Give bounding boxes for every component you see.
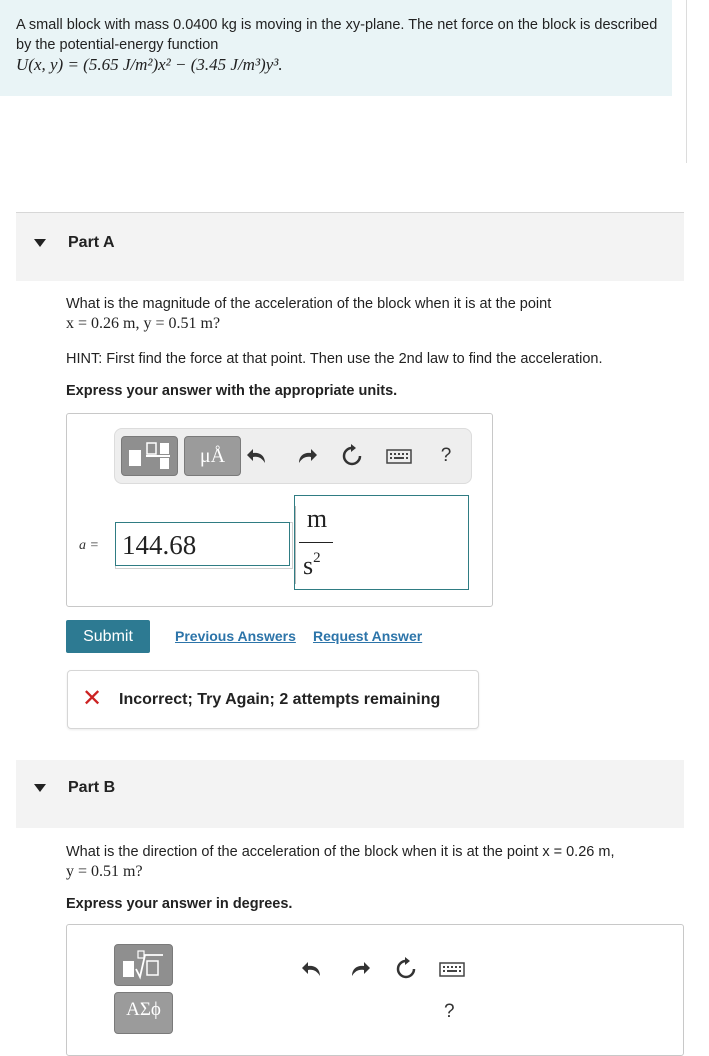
- help-button[interactable]: ?: [440, 445, 452, 466]
- reset-icon[interactable]: [339, 443, 365, 469]
- part-b-question-line1: What is the direction of the acceleration of the block when it is at the point x = 0.26 m,: [66, 844, 615, 860]
- part-a-question-line2: x = 0.26 m, y = 0.51 m?: [66, 315, 221, 332]
- fraction-template-button[interactable]: [121, 436, 178, 476]
- part-a-title: Part A: [68, 234, 115, 251]
- unit-denominator-base: s: [303, 551, 314, 580]
- problem-text: A small block with mass 0.0400 kg is moving in the xy-plane. The net force on the block is described by the potential-energy function: [16, 17, 658, 53]
- part-b-title: Part B: [68, 779, 116, 796]
- feedback-message: [67, 670, 479, 729]
- unit-denominator-exponent: 2: [313, 550, 321, 566]
- reset-icon[interactable]: [393, 956, 419, 982]
- math-toolbar: [114, 428, 472, 484]
- part-a-header[interactable]: [16, 212, 684, 281]
- part-b-question: [66, 842, 686, 882]
- undo-icon[interactable]: [300, 956, 326, 982]
- part-b-header[interactable]: [16, 760, 684, 828]
- units-input[interactable]: [294, 495, 469, 590]
- previous-answers-link[interactable]: Previous Answers: [175, 628, 296, 644]
- part-b-question-line2: y = 0.51 m?: [66, 863, 143, 880]
- part-a-hint: HINT: First find the force at that point. Then use the 2nd law to find the acceleration.: [66, 351, 603, 367]
- sqrt-template-icon: [115, 945, 172, 985]
- error-x-icon: ✕: [82, 685, 103, 712]
- unit-numerator: m: [306, 504, 328, 533]
- part-a-question-line1: What is the magnitude of the acceleration of the block when it is at the point: [66, 296, 552, 312]
- fraction-bar: [299, 542, 333, 543]
- submit-button[interactable]: Submit: [66, 620, 150, 653]
- keyboard-icon[interactable]: [438, 956, 466, 982]
- text-cursor: [295, 506, 296, 584]
- sqrt-template-button[interactable]: [114, 944, 173, 986]
- request-answer-link[interactable]: Request Answer: [313, 628, 423, 644]
- collapse-caret-icon[interactable]: [34, 784, 46, 792]
- help-button[interactable]: ?: [444, 1001, 455, 1022]
- redo-icon[interactable]: [346, 956, 372, 982]
- units-template-button[interactable]: μÅ: [184, 436, 241, 476]
- unit-denominator: [303, 550, 321, 581]
- part-a-units-instruction: Express your answer with the appropriate units.: [66, 383, 398, 399]
- keyboard-icon[interactable]: [385, 443, 413, 469]
- variable-label: a =: [79, 538, 99, 553]
- fraction-template-icon: [122, 437, 177, 475]
- potential-energy-equation: U(x, y) = (5.65 J/m²)x² − (3.45 J/m³)y³.: [16, 55, 283, 74]
- undo-icon[interactable]: [245, 443, 271, 469]
- feedback-text: Incorrect; Try Again; 2 attempts remaining: [119, 691, 441, 708]
- problem-statement: [0, 0, 672, 96]
- redo-icon[interactable]: [293, 443, 319, 469]
- collapse-caret-icon[interactable]: [34, 239, 46, 247]
- part-b-units-instruction: Express your answer in degrees.: [66, 896, 293, 912]
- value-input[interactable]: 144.68: [115, 522, 290, 566]
- part-a-question: [66, 294, 686, 334]
- greek-template-button[interactable]: ΑΣϕ: [114, 992, 173, 1034]
- divider: [686, 0, 687, 163]
